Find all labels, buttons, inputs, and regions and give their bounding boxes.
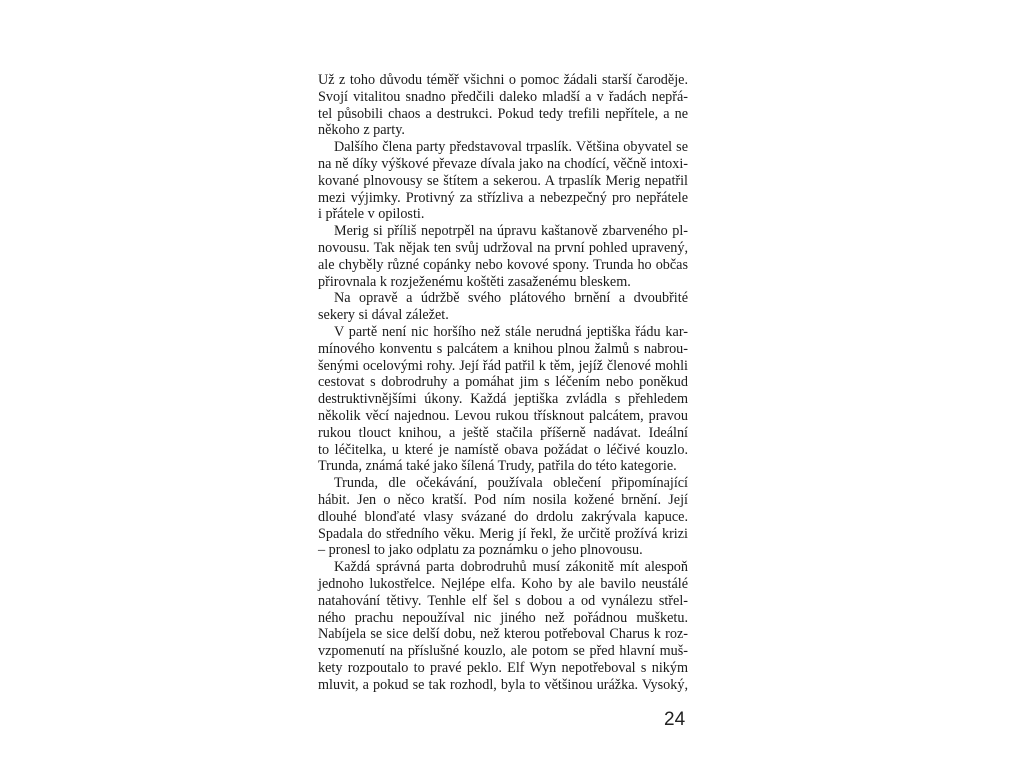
- text-line: Svojí vitalitou snadno předčili daleko mladší a v řadách nepřá-: [318, 88, 688, 105]
- paragraph: [318, 139, 688, 223]
- text-line: destruktivnějšími úkony. Každá jeptiška zvládla s přehledem: [318, 391, 688, 408]
- text-line: ného prachu nepoužíval nic jiného než pořádnou mušketu.: [318, 609, 688, 626]
- text-line: někoho z party.: [318, 122, 405, 139]
- text-line: Trunda, dle očekávání, používala oblečení připomínající: [334, 475, 688, 492]
- text-line: cestovat s dobrodruhy a pomáhat jim s léčením nebo poněkud: [318, 374, 688, 391]
- text-line: Každá správná parta dobrodruhů musí zákonitě mít alespoň: [334, 559, 688, 576]
- text-line: Už z toho důvodu téměř všichni o pomoc žádali starší čaroděje.: [318, 72, 688, 88]
- paragraph: [318, 475, 688, 559]
- paragraph: [318, 324, 688, 475]
- text-line: na ně díky výškové převaze dívala jako na chodící, věčně intoxi-: [318, 155, 688, 172]
- text-line: tel působili chaos a destrukci. Pokud tedy trefili nepřítele, a ne: [318, 105, 688, 122]
- text-line: to léčitelka, u které je namístě obava požádat o léčivé kouzlo.: [318, 441, 688, 458]
- text-line: Dalšího člena party představoval trpaslík. Většina obyvatel se: [334, 139, 688, 156]
- text-line: jednoho lukostřelce. Nejlépe elfa. Koho by ale bavilo neustálé: [318, 575, 688, 592]
- paragraph: [318, 72, 688, 139]
- text-line: mezi výjimky. Protivný za střízliva a nebezpečný pro nepřátele: [318, 189, 688, 206]
- text-line: několik věcí najednou. Levou rukou třísknout palcátem, pravou: [318, 407, 688, 424]
- text-line: – pronesl to jako odplatu za poznámku o jeho plnovousu.: [318, 542, 643, 559]
- text-line: sekery si dával záležet.: [318, 307, 449, 324]
- text-line: kované plnovousy se štítem a sekerou. A trpaslík Merig nepatřil: [318, 172, 688, 189]
- paragraph: [318, 223, 688, 290]
- text-line: i přátele v opilosti.: [318, 206, 425, 223]
- paragraph: [318, 559, 688, 693]
- text-line: natahování tětivy. Tenhle elf šel s dobou a od vynálezu střel-: [318, 592, 688, 609]
- page-number: 24: [664, 709, 686, 730]
- text-line: kety rozpoutalo to pravé peklo. Elf Wyn nepotřeboval s nikým: [318, 659, 688, 676]
- text-line: ale chyběly různé copánky nebo kovové spony. Trunda ho občas: [318, 256, 688, 273]
- text-line: V partě není nic horšího než stále nerudná jeptiška řádu kar-: [334, 323, 688, 340]
- text-line: mínového konventu s palcátem a knihou plnou žalmů s nabrou-: [318, 340, 688, 357]
- paragraph: [318, 290, 688, 324]
- text-line: šenými ocelovými rohy. Její řád patřil k těm, jejíž členové mohli: [318, 357, 688, 374]
- text-line: Spadala do středního věku. Merig jí řekl, že určitě prožívá krizi: [318, 525, 688, 542]
- text-line: vzpomenutí na příslušné kouzlo, ale potom se před hlavní muš-: [318, 643, 688, 660]
- text-line: hábit. Jen o něco kratší. Pod ním nosila kožené brnění. Její: [318, 491, 688, 508]
- text-line: dlouhé blonďaté vlasy svázané do drdolu zakrývala kapuce.: [318, 508, 688, 525]
- body-text: [318, 72, 688, 693]
- text-line: Na opravě a údržbě svého plátového brnění a dvoubřité: [334, 290, 688, 307]
- text-line: Merig si příliš nepotrpěl na úpravu kaštanově zbarveného pl-: [334, 223, 688, 240]
- text-line: rukou tlouct knihou, a ještě stačila příšerně nadávat. Ideální: [318, 424, 688, 441]
- text-line: mluvit, a pokud se tak rozhodl, byla to většinou urážka. Vysoký,: [318, 676, 688, 693]
- text-line: Trunda, známá také jako šílená Trudy, patřila do této kategorie.: [318, 458, 677, 475]
- text-line: novousu. Tak nějak ten svůj udržoval na první pohled upravený,: [318, 239, 688, 256]
- text-line: Nabíjela se sice delší dobu, než kterou potřeboval Charus k roz-: [318, 626, 688, 643]
- text-line: přirovnala k rozježenému koštěti zasaženému bleskem.: [318, 273, 631, 290]
